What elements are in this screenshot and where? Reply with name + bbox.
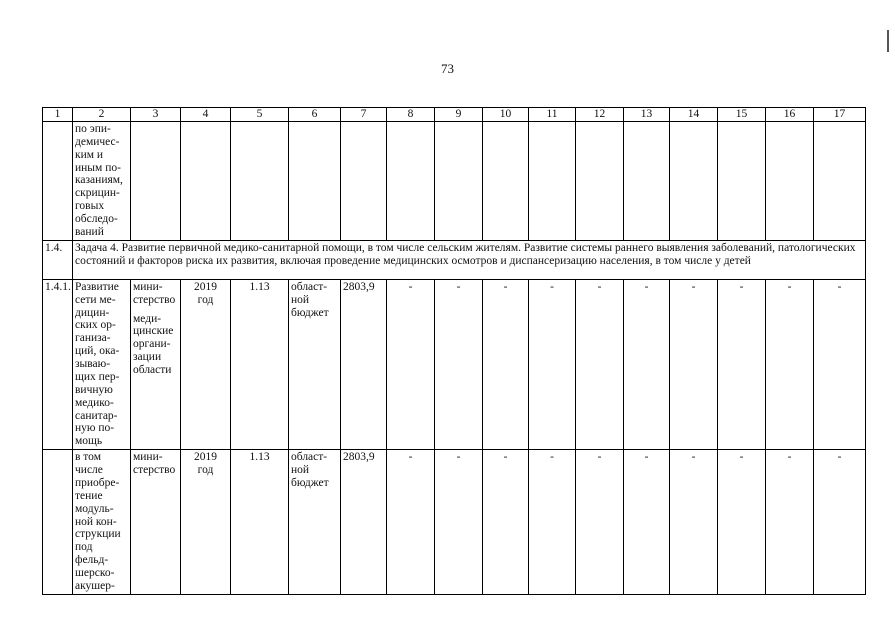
- table-cell: [181, 121, 231, 240]
- header-cell: 8: [387, 108, 435, 122]
- year-cell: 2019 год: [181, 450, 231, 595]
- value-cell: -: [718, 279, 766, 449]
- scan-edge-mark: [887, 30, 889, 52]
- value-cell: -: [576, 450, 624, 595]
- table-cell: [131, 121, 181, 240]
- table-row: [43, 450, 866, 595]
- header-cell: 2: [73, 108, 131, 122]
- header-cell: 6: [289, 108, 341, 122]
- header-cell: 5: [231, 108, 289, 122]
- value-cell: -: [435, 450, 483, 595]
- value-cell: -: [483, 450, 529, 595]
- header-cell: 15: [718, 108, 766, 122]
- value-cell: -: [814, 450, 866, 595]
- amount-cell: 2803,9: [341, 279, 387, 449]
- page-number: 73: [441, 61, 454, 76]
- funding-source: област- ной бюджет: [289, 450, 341, 595]
- activity-name: Развитие сети ме- дицин- ских ор- ганиза- ций, ока- зываю- щих пер- вичную медико- санитар- ную по- мощь: [73, 279, 131, 449]
- row-number: 1.4.1.: [43, 279, 73, 449]
- table-cell: [231, 121, 289, 240]
- task-description: Задача 4. Развитие первичной медико-санитарной помощи, в том числе сельским жителям. Развитие системы раннего выявления заболеваний, патологических состояний и факторов риска их развития, включая проведение медицинских осмотров и диспансеризацию населения, в том числе у детей: [73, 240, 866, 279]
- header-cell: 11: [529, 108, 576, 122]
- task-row: [43, 240, 866, 279]
- table-cell: [483, 121, 529, 240]
- table-cell: [624, 121, 670, 240]
- value-cell: -: [387, 450, 435, 595]
- table-row-continuation: [43, 121, 866, 240]
- value-cell: -: [529, 279, 576, 449]
- table-cell: [435, 121, 483, 240]
- program-activities-table: [42, 107, 866, 595]
- amount-cell: 2803,9: [341, 450, 387, 595]
- indicator-cell: 1.13: [231, 450, 289, 595]
- value-cell: -: [766, 279, 814, 449]
- value-cell: -: [766, 450, 814, 595]
- activity-name: в том числе приобре- тение модуль- ной кон- струкции под фельд- шерско- акушер-: [73, 450, 131, 595]
- header-cell: 14: [670, 108, 718, 122]
- table-cell: [43, 121, 73, 240]
- table-cell: [670, 121, 718, 240]
- funding-source: област- ной бюджет: [289, 279, 341, 449]
- table-cell: [576, 121, 624, 240]
- executor-cell: [131, 279, 181, 449]
- table-cell: [766, 121, 814, 240]
- table-cell: [814, 121, 866, 240]
- year-cell: 2019 год: [181, 279, 231, 449]
- header-cell: 13: [624, 108, 670, 122]
- header-row: [43, 108, 866, 122]
- executor-ministry: мини- стерство: [133, 280, 176, 306]
- task-number: 1.4.: [43, 240, 73, 279]
- value-cell: -: [624, 279, 670, 449]
- value-cell: -: [670, 279, 718, 449]
- value-cell: -: [483, 279, 529, 449]
- activity-name-continued: по эпи- демичес- ким и иным по- казаниям, скрицин- говых обследо- ваний: [73, 121, 131, 240]
- table-cell: [718, 121, 766, 240]
- value-cell: -: [576, 279, 624, 449]
- header-cell: 17: [814, 108, 866, 122]
- header-cell: 7: [341, 108, 387, 122]
- value-cell: -: [387, 279, 435, 449]
- header-cell: 9: [435, 108, 483, 122]
- header-cell: 12: [576, 108, 624, 122]
- value-cell: -: [814, 279, 866, 449]
- header-cell: 4: [181, 108, 231, 122]
- executor-ministry: мини- стерство: [133, 451, 176, 476]
- value-cell: -: [670, 450, 718, 595]
- executor-organizations: меди- цинские органи- зации области: [133, 312, 174, 376]
- table-cell: [341, 121, 387, 240]
- value-cell: -: [718, 450, 766, 595]
- header-cell: 1: [43, 108, 73, 122]
- table-cell: [387, 121, 435, 240]
- value-cell: -: [624, 450, 670, 595]
- value-cell: -: [529, 450, 576, 595]
- header-cell: 3: [131, 108, 181, 122]
- row-number: [43, 450, 73, 595]
- table-cell: [289, 121, 341, 240]
- value-cell: -: [435, 279, 483, 449]
- indicator-cell: 1.13: [231, 279, 289, 449]
- header-cell: 16: [766, 108, 814, 122]
- table-cell: [529, 121, 576, 240]
- header-cell: 10: [483, 108, 529, 122]
- table-row: [43, 279, 866, 449]
- executor-cell: [131, 450, 181, 595]
